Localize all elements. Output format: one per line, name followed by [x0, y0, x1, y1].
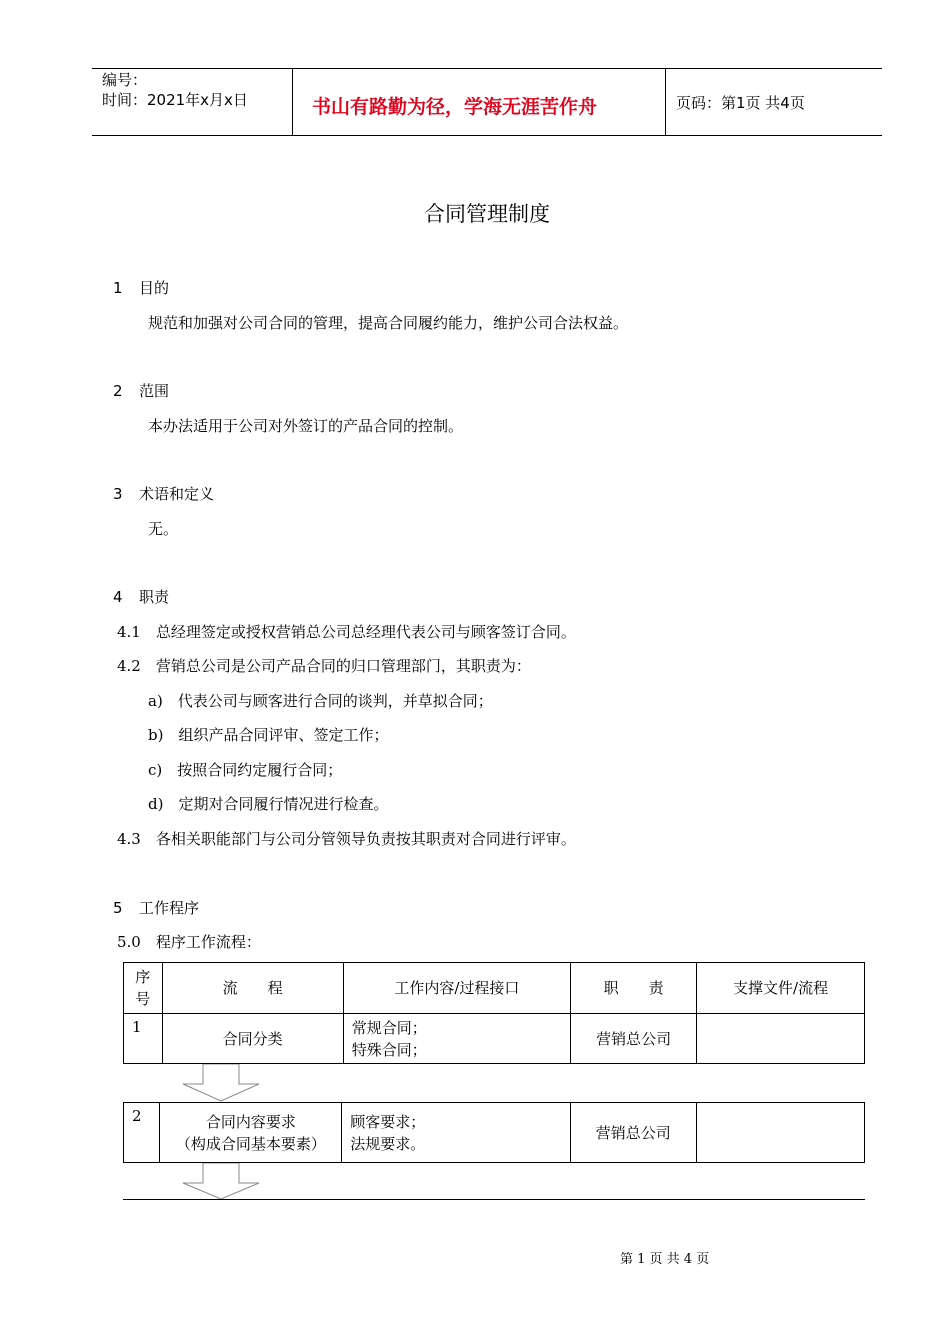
section-4-title: 职责: [139, 588, 170, 606]
header-top-rule: [92, 68, 882, 69]
row-2-seq: 2: [124, 1103, 160, 1163]
flow-down-arrow-icon: [181, 1064, 261, 1102]
section-2-heading: [113, 381, 169, 401]
header-content: 工作内容/过程接口: [343, 963, 570, 1014]
page-footer: 第 1 页 共 4 页: [620, 1252, 710, 1267]
section-4-number: 4: [113, 588, 123, 606]
row-1-content-line-2: 特殊合同；: [351, 1040, 427, 1059]
header-number-label: 编号：: [102, 71, 148, 89]
table-row: [124, 1014, 865, 1064]
item-4-3: 4.3 各相关职能部门与公司分管领导负责按其职责对合同进行评审。: [117, 830, 576, 848]
section-1-number: 1: [113, 279, 123, 297]
document-title: 合同管理制度: [424, 202, 550, 226]
table-row: [124, 1103, 865, 1163]
item-4-2: 4.2 营销总公司是公司产品合同的归口管理部门，其职责为：: [117, 657, 531, 675]
item-4-2-b: b) 组织产品合同评审、签定工作；: [148, 726, 389, 744]
item-4-2-c: c) 按照合同约定履行合同；: [148, 761, 343, 779]
section-2-title: 范围: [139, 382, 170, 400]
section-5-number: 5: [113, 899, 123, 917]
header-bottom-rule: [92, 135, 882, 136]
row-2-doc: [696, 1103, 864, 1163]
row-2-content-line-1: 顾客要求；: [350, 1112, 426, 1131]
row-2-content: [342, 1103, 571, 1163]
header-flow: 流 程: [162, 963, 343, 1014]
row-1-content: [343, 1014, 570, 1064]
section-1-text: 规范和加强对公司合同的管理，提高合同履约能力，维护公司合法权益。: [148, 314, 629, 332]
section-4-heading: [113, 587, 169, 607]
row-1-resp: 营销总公司: [571, 1014, 697, 1064]
table-bottom-rule: [123, 1199, 865, 1200]
workflow-table-2: [123, 1102, 865, 1163]
flow-down-arrow-icon: [181, 1163, 261, 1200]
section-1-heading: [113, 278, 169, 298]
section-3-title: 术语和定义: [139, 485, 215, 503]
header-page-info: 页码：第1页 共4页: [676, 94, 805, 112]
section-5-heading: [113, 898, 199, 918]
header-resp: 职 责: [571, 963, 697, 1014]
table-header-row: [124, 963, 865, 1014]
row-2-resp: 营销总公司: [570, 1103, 696, 1163]
section-3-text: 无。: [148, 520, 179, 538]
row-2-flow-line-2: （构成合同基本要素）: [175, 1134, 326, 1153]
header-doc: 支撑文件/流程: [697, 963, 865, 1014]
item-4-2-a: a) 代表公司与顾客进行合同的谈判，并草拟合同；: [148, 692, 493, 710]
section-5-title: 工作程序: [139, 899, 200, 917]
row-1-doc: [697, 1014, 865, 1064]
item-5-0: 5.0 程序工作流程：: [117, 933, 261, 951]
item-4-1: 4.1 总经理签定或授权营销总公司总经理代表公司与顾客签订合同。: [117, 623, 576, 641]
header-seq: 序号: [124, 963, 163, 1014]
header-divider-1: [292, 68, 293, 136]
header-time-label: 时间：2021年x月x日: [102, 91, 248, 109]
row-2-flow-line-1: 合同内容要求: [205, 1112, 296, 1131]
row-1-seq: 1: [124, 1014, 163, 1064]
section-1-title: 目的: [139, 279, 170, 297]
row-2-flow: [160, 1103, 342, 1163]
header-motto: 书山有路勤为径，学海无涯苦作舟: [312, 96, 598, 118]
row-2-content-line-2: 法规要求。: [350, 1134, 426, 1153]
header-divider-2: [665, 68, 666, 136]
section-3-number: 3: [113, 485, 123, 503]
section-3-heading: [113, 484, 214, 504]
section-2-number: 2: [113, 382, 123, 400]
section-2-text: 本办法适用于公司对外签订的产品合同的控制。: [148, 417, 464, 435]
row-1-content-line-1: 常规合同；: [351, 1018, 427, 1037]
item-4-2-d: d) 定期对合同履行情况进行检查。: [148, 795, 389, 813]
workflow-table-1: [123, 962, 865, 1064]
row-1-flow: 合同分类: [162, 1014, 343, 1064]
